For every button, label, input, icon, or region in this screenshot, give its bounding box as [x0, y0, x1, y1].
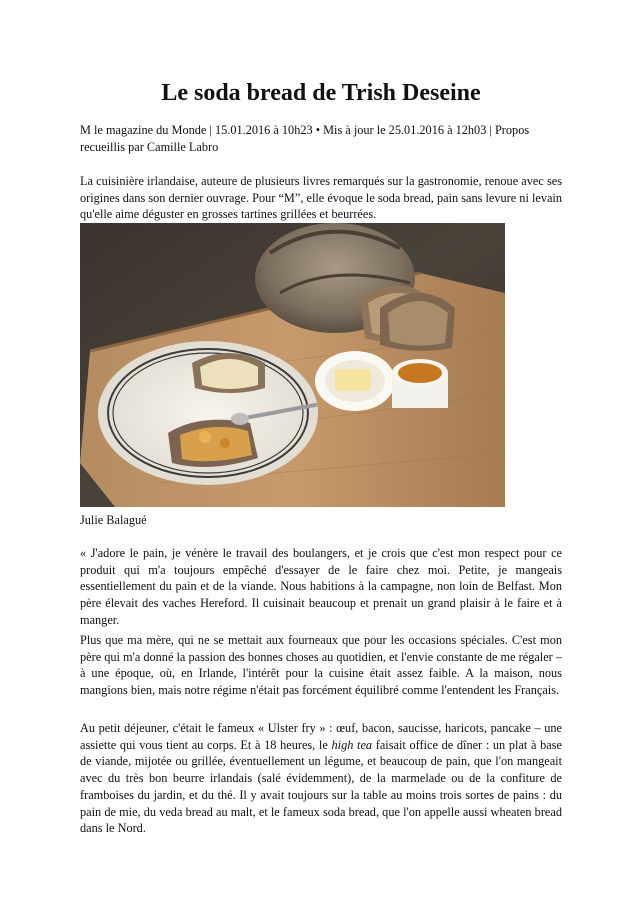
- paragraph-3-text-start: Au petit déjeuner, c'était le fameux « Ulster fry » : œuf, bacon, saucisse, haricots, pancake – une assiette qui vous tient au corps. Et à 18 heures, le: [80, 721, 562, 752]
- article-title: Le soda bread de Trish Deseine: [161, 80, 481, 106]
- article-paragraph-1: « J'adore le pain, je vénère le travail des boulangers, et je crois que c'est mon respect pour ce produit qui m'a toujours empêché d'essayer de le faire chez moi. Petite, je mangeais essentiellement du pain et de la viande. Nous habitions à la campagne, non loin de Belfast. Mon père élevait des vaches Hereford. Il cuisinait beaucoup et prenait un grand plaisir à le faire et à manger.: [80, 546, 562, 627]
- article-byline: M le magazine du Monde | 15.01.2016 à 10h23 • Mis à jour le 25.01.2016 à 12h03 | Propos recueillis par Camille Labro: [80, 123, 530, 154]
- soda-bread-photo: [80, 223, 505, 507]
- high-tea-emphasis: high tea: [331, 737, 373, 752]
- article-paragraph-3: [80, 720, 562, 837]
- photo-credit: Julie Balagué: [80, 513, 147, 527]
- paragraph-3-text-end: faisait office de dîner : un plat à base de viande, mijotée ou grillée, éventuellement un légume, et beaucoup de pain, que l'on mangeait avec du très bon beurre irlandais (salé évidemment), de la marmelade ou de la confiture de framboises du jardin, et du thé. Il y avait toujours sur la table au moins trois sortes de pains : du pain de mie, du veda bread au malt, et le fameux soda bread, que l'on appelle aussi wheaten bread dans le Nord.: [80, 737, 562, 836]
- article-paragraph-2: Plus que ma mère, qui ne se mettait aux fourneaux que pour les occasions spéciales. C'est mon père qui m'a donné la passion des bonnes choses au quotidien, et l'envie constante de me régaler – à une époque, où, en Irlande, l'intérêt pour la cuisine était assez faible. A la maison, nous mangions bien, mais notre régime n'était pas forcément équilibré comme l'entendent les Français.: [80, 633, 562, 698]
- article-intro: La cuisinière irlandaise, auteure de plusieurs livres remarqués sur la gastronomie, renoue avec ses origines dans son dernier ouvrage. Pour “M”, elle évoque le soda bread, pain sans levure ni levain qu'elle aime déguster en grosses tartines grillées et beurrées.: [80, 174, 562, 222]
